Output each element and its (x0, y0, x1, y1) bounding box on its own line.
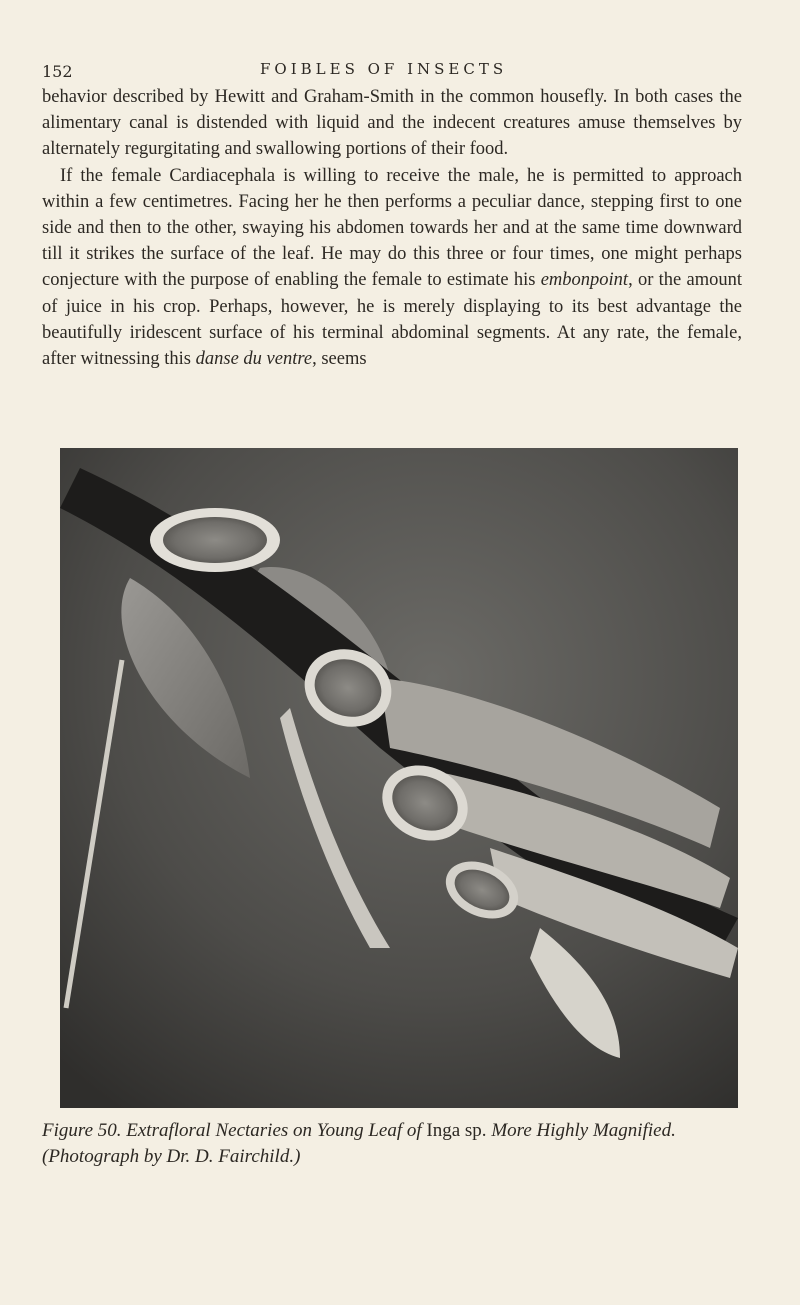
page-number: 152 (42, 62, 73, 81)
running-title: FOIBLES OF INSECTS (260, 60, 508, 78)
figure-photograph (60, 448, 738, 1108)
page-header (42, 60, 742, 86)
figure-credit: (Photograph by Dr. D. Fairchild.) (42, 1146, 301, 1167)
leaf-nectaries-photo (60, 448, 738, 1108)
figure-caption (42, 1118, 772, 1170)
body-text (42, 84, 742, 372)
figure-genus: Inga sp. (426, 1120, 487, 1141)
paragraph-1: behavior described by Hewitt and Graham-Smith in the common housefly. In both cases the alimentary canal is distended with liquid and the indecent creatures amuse themselves by alternately regurgitating and swallowing portions of their food. (42, 87, 742, 160)
italic-term-embonpoint: embonpoint (540, 270, 629, 291)
italic-term-danse-du-ventre: danse du ventre (195, 349, 313, 370)
figure-label: Figure 50. (42, 1120, 122, 1141)
figure-title-part1: Extrafloral Nectaries on Young Leaf of (126, 1120, 422, 1141)
paragraph-2: If the female Cardiacephala is willing to receive the male, he is permitted to approach within a few centimetres. Facing her he then performs a peculiar dance, stepping first to one side and then to the other, swaying his abdomen towards her and at the same time downward till it strikes the surface of the leaf. He may do this three or four times, one might perhaps conjecture with the purpose of enabling the female to estimate his embonpoint, or the amount of juice in his crop. Perhaps, however, he is merely displaying to its best advantage the beautifully iridescent surface of his terminal abdominal segments. At any rate, the female, after witnessing this danse du ventre, seems (42, 165, 742, 370)
figure-title-part2: More Highly Magnified. (491, 1120, 676, 1141)
